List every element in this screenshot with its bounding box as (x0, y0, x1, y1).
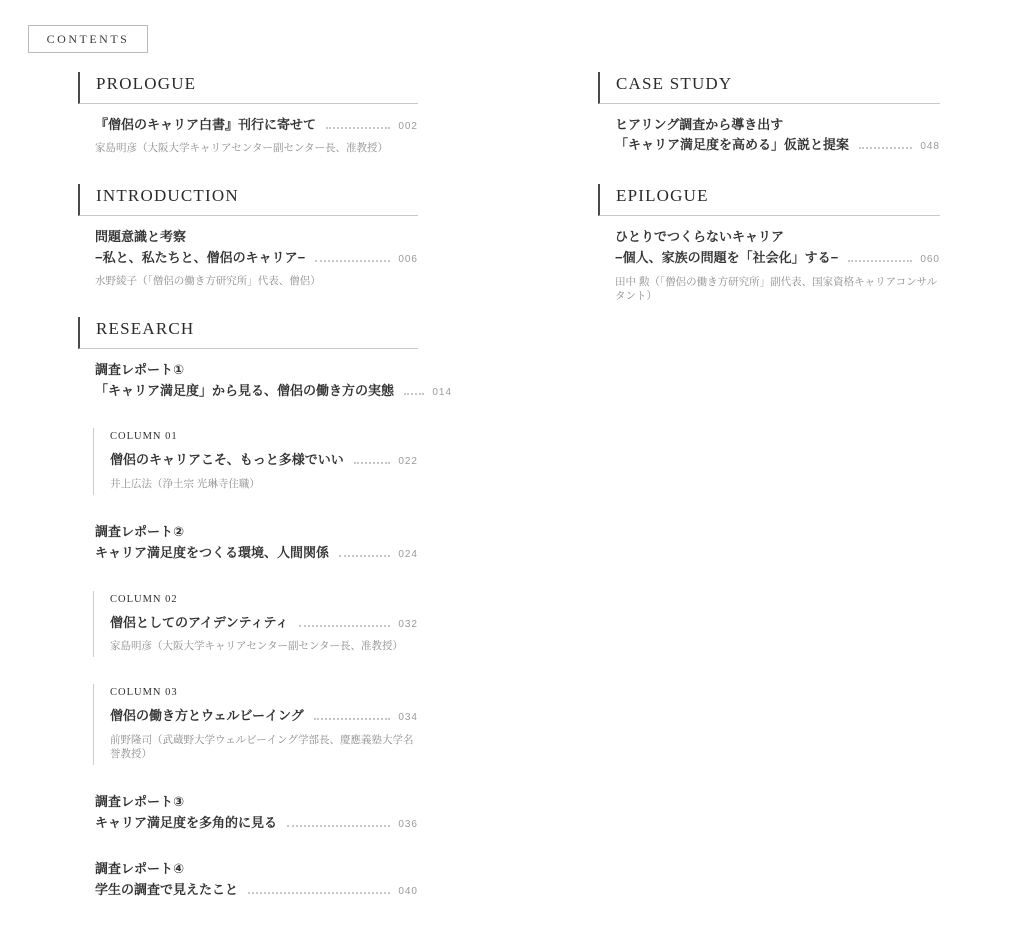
section-heading: RESEARCH (96, 319, 195, 339)
entry-title: 僧侶の働き方とウェルビーイング (110, 707, 304, 723)
page-number: 006 (398, 253, 418, 265)
dotted-leader (314, 718, 390, 720)
toc-entry (78, 859, 418, 901)
page-number: 060 (920, 253, 940, 265)
page-number: 002 (398, 120, 418, 132)
toc-entry (78, 227, 418, 289)
dotted-leader (248, 892, 390, 894)
entry-title: 学生の調査で見えたこと (95, 881, 239, 897)
entry-title-row (615, 135, 940, 156)
entry-title: ひとりでつくらないキャリア (615, 228, 785, 244)
toc-entry (598, 227, 940, 304)
entry-title-row (95, 543, 418, 564)
entry-title: 僧侶のキャリアこそ、もっと多様でいい (110, 452, 344, 468)
page-number: 024 (398, 548, 418, 560)
entry-title: キャリア満足度を多角的に見る (95, 814, 278, 830)
entry-author: 前野隆司（武蔵野大学ウェルビーイング学部長、慶應義塾大学名誉教授） (110, 733, 414, 761)
entry-title: 僧侶としてのアイデンティティ (110, 614, 289, 630)
section-head (598, 72, 940, 104)
entry-title: 調査レポート④ (95, 860, 185, 876)
column-label: COLUMN 01 (110, 431, 178, 443)
entry-title: 調査レポート③ (95, 794, 185, 810)
toc-left-column (78, 72, 453, 928)
dotted-leader (404, 393, 424, 395)
section-head (78, 317, 418, 349)
page-number: 014 (432, 386, 453, 398)
toc-entry (78, 115, 418, 156)
entry-title-row (95, 880, 418, 901)
entry-title: −私と、私たちと、僧侶のキャリア− (95, 249, 306, 265)
page-number: 040 (398, 885, 418, 897)
page-number: 034 (398, 711, 418, 723)
page-number: 048 (920, 141, 940, 153)
column-label: COLUMN 02 (110, 593, 178, 605)
column-label: COLUMN 03 (110, 686, 178, 698)
dotted-leader (326, 127, 390, 129)
page-number: 022 (398, 456, 418, 468)
entry-title-row (110, 450, 418, 471)
entry-title-row (110, 613, 418, 634)
section-case-study (598, 72, 940, 156)
dotted-leader (339, 555, 390, 557)
entry-title: キャリア満足度をつくる環境、人間関係 (95, 544, 330, 560)
column-block (93, 684, 418, 765)
page-number: 032 (398, 618, 418, 630)
dotted-leader (315, 260, 390, 262)
contents-badge (28, 25, 148, 53)
entry-title: 問題意識と考察 (95, 228, 187, 244)
contents-badge-label: CONTENTS (46, 31, 130, 46)
entry-author: 田中 勲（「僧侶の働き方研究所」副代表、国家資格キャリアコンサルタント） (615, 275, 938, 303)
section-introduction (78, 184, 418, 289)
section-heading: PROLOGUE (96, 74, 197, 93)
entry-author: 井上広法（浄土宗 光琳寺住職） (110, 478, 260, 491)
toc-entry (78, 792, 418, 834)
toc-entry (598, 115, 940, 157)
toc-entry (78, 360, 453, 402)
entry-title-row (95, 248, 418, 269)
dotted-leader (859, 147, 912, 149)
column-block (93, 428, 418, 494)
toc-entry (78, 522, 418, 564)
section-heading: INTRODUCTION (96, 186, 239, 206)
entry-title-row (95, 115, 418, 136)
entry-title-row (95, 813, 418, 834)
entry-author: 家島明彦（大阪大学キャリアセンター副センター長、准教授） (95, 142, 389, 155)
section-heading: EPILOGUE (616, 186, 709, 206)
entry-author: 家島明彦（大阪大学キャリアセンター副センター長、准教授） (110, 640, 404, 653)
dotted-leader (287, 825, 390, 827)
section-head (598, 184, 940, 216)
dotted-leader (299, 625, 391, 627)
entry-title-row (95, 381, 453, 402)
dotted-leader (848, 260, 912, 262)
section-epilogue (598, 184, 940, 304)
entry-title-row (110, 706, 418, 727)
entry-author: 水野綾子（「僧侶の働き方研究所」代表、僧侶） (95, 275, 321, 288)
section-heading: CASE STUDY (616, 74, 733, 93)
section-head (78, 184, 418, 216)
entry-title: 『僧侶のキャリア白書』刊行に寄せて (95, 116, 317, 132)
entry-title: 調査レポート① (95, 361, 185, 377)
entry-title: −個人、家族の問題を「社会化」する− (615, 249, 839, 265)
entry-title: 調査レポート② (95, 523, 185, 539)
entry-title: ヒアリング調査から導き出す (615, 116, 784, 132)
page-number: 036 (398, 818, 418, 830)
column-block (93, 591, 418, 657)
entry-title-row (615, 248, 940, 269)
section-research (78, 317, 453, 900)
dotted-leader (354, 462, 390, 464)
section-prologue (78, 72, 418, 156)
toc-right-column (598, 72, 940, 332)
entry-title: 「キャリア満足度を高める」仮説と提案 (615, 137, 850, 153)
section-head (78, 72, 418, 104)
entry-title: 「キャリア満足度」から見る、僧侶の働き方の実態 (95, 382, 395, 398)
